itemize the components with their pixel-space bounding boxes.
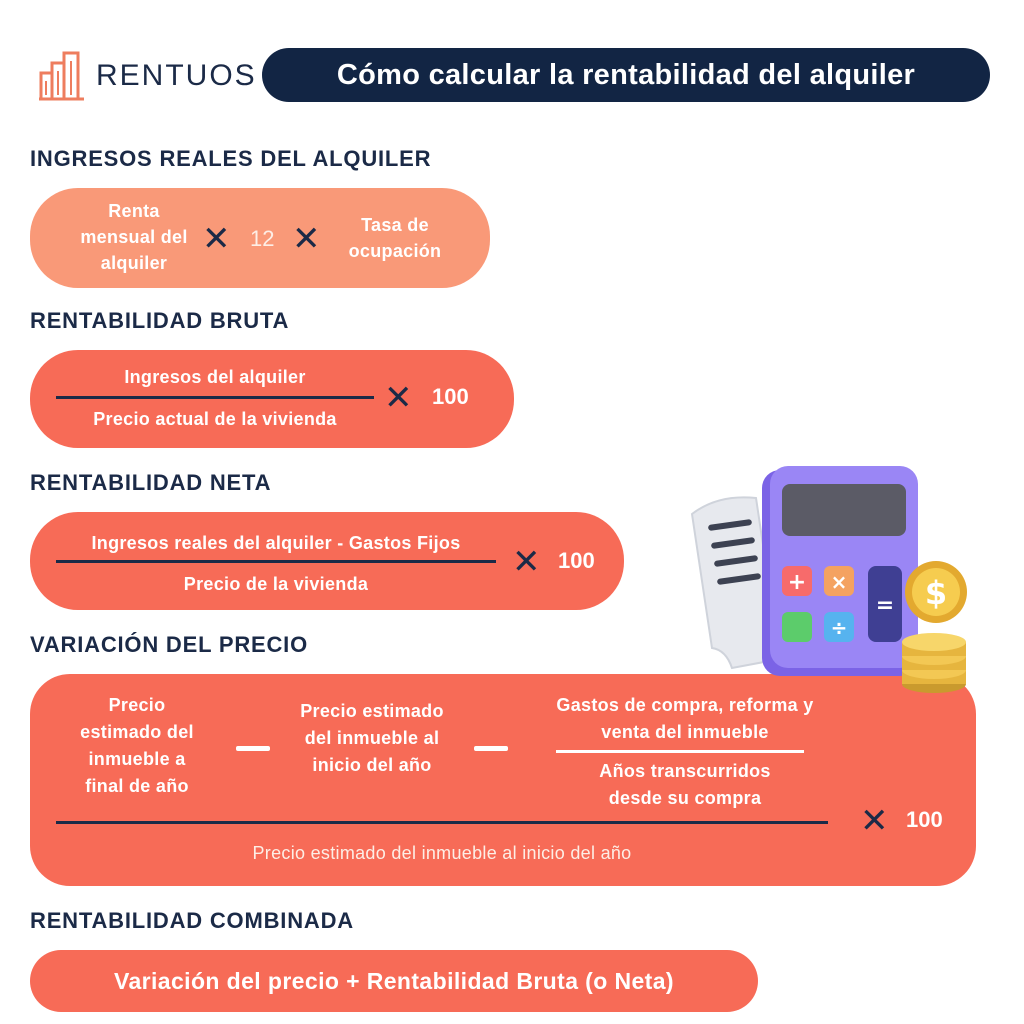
svg-text:÷: ÷: [830, 616, 848, 640]
fraction-line: [56, 396, 374, 399]
svg-text:+: +: [787, 570, 807, 595]
section-title-combinada: RENTABILIDAD COMBINADA: [30, 908, 354, 933]
multiply-icon: ✕: [512, 543, 541, 581]
variacion-sub-denominator: Años transcurridos desde su compra: [599, 761, 771, 808]
bruta-denominator: Precio actual de la vivienda: [93, 409, 337, 429]
ingresos-term-renta: Renta mensual del alquiler: [80, 201, 188, 274]
bruta-formula-pill: [30, 350, 514, 448]
section-title-variacion: VARIACIÓN DEL PRECIO: [30, 632, 308, 657]
section-title-ingresos: INGRESOS REALES DEL ALQUILER: [30, 146, 432, 171]
variacion-formula-pill: [30, 674, 976, 886]
variacion-term-final: Precio estimado del inmueble a final de año: [80, 695, 194, 796]
variacion-sub-numerator: Gastos de compra, reforma y venta del inmueble: [556, 695, 814, 742]
variacion-term-inicio: Precio estimado del inmueble al inicio del año: [300, 701, 444, 775]
building-logo-icon: [38, 51, 86, 101]
variacion-factor: 100: [906, 807, 943, 832]
minus-icon: [236, 746, 270, 751]
svg-text:$: $: [924, 574, 948, 612]
ingresos-factor: 12: [250, 226, 275, 251]
bruta-numerator: Ingresos del alquiler: [124, 367, 306, 387]
page-title: Cómo calcular la rentabilidad del alquiler: [262, 48, 990, 102]
ingresos-term-ocupacion: Tasa de ocupación: [348, 215, 442, 262]
calculator-illustration: [678, 462, 978, 702]
section-title-bruta: RENTABILIDAD BRUTA: [30, 308, 290, 333]
calculator-icon: [762, 466, 918, 676]
section-title-neta: RENTABILIDAD NETA: [30, 470, 272, 495]
fraction-line: [556, 750, 804, 753]
combinada-formula-pill: [30, 950, 758, 1012]
bruta-factor: 100: [432, 384, 469, 409]
ingresos-formula-pill: [30, 188, 490, 288]
brand-name: RENTUOS: [96, 59, 257, 92]
combinada-formula: Variación del precio + Rentabilidad Bruta (o Neta): [114, 967, 674, 994]
multiply-icon: ✕: [860, 802, 889, 840]
fraction-line: [56, 560, 496, 563]
multiply-icon: ✕: [292, 220, 321, 258]
neta-factor: 100: [558, 548, 595, 573]
dollar-coin-icon: [905, 561, 967, 623]
svg-text:×: ×: [830, 570, 848, 594]
minus-icon: [474, 746, 508, 751]
svg-text:=: =: [875, 593, 895, 618]
neta-formula-pill: [30, 512, 624, 610]
multiply-icon: ✕: [384, 379, 413, 417]
brand-logo: [38, 48, 268, 104]
neta-numerator: Ingresos reales del alquiler - Gastos Fijos: [91, 533, 461, 553]
neta-denominator: Precio de la vivienda: [183, 574, 369, 594]
coin-stack-icon: [902, 633, 966, 693]
fraction-line: [56, 821, 828, 824]
multiply-icon: ✕: [202, 220, 231, 258]
variacion-denominator: Precio estimado del inmueble al inicio del año: [252, 843, 632, 863]
